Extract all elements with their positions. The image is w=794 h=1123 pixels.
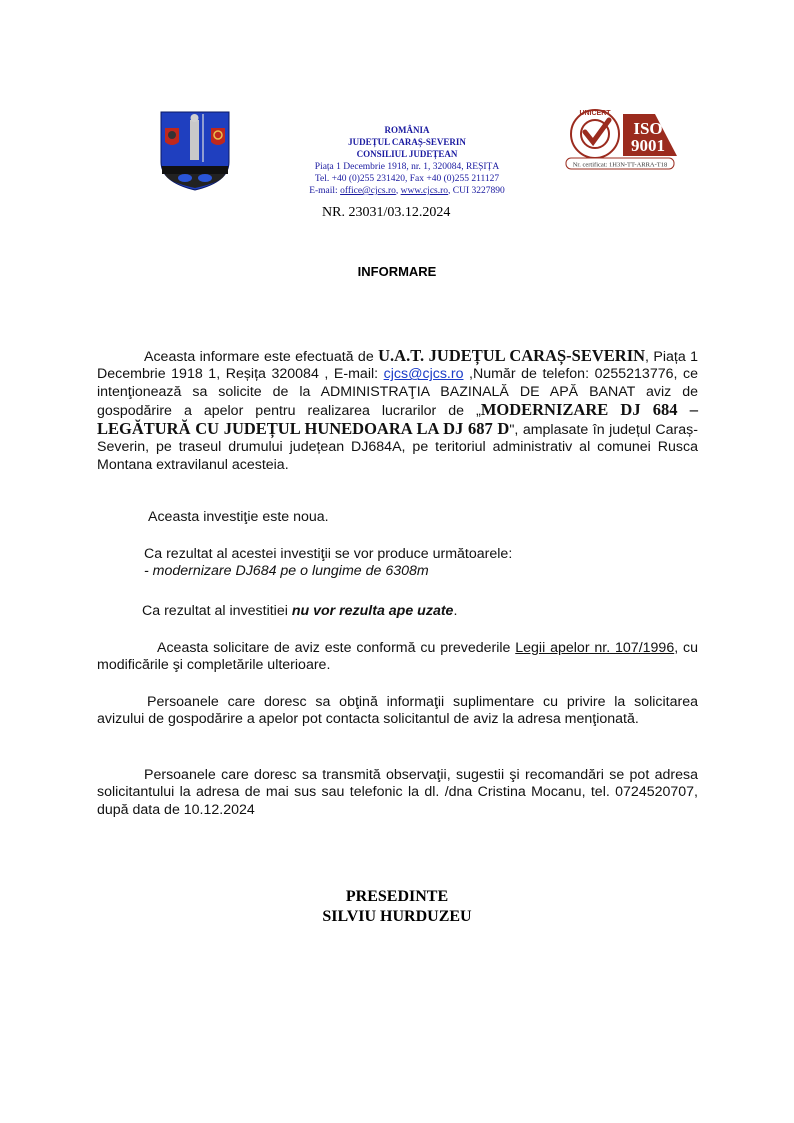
paragraph-observations-contact: Persoanele care doresc sa transmită observaţii, sugestii şi recomandări se pot adresa solicitantului la adresa de mai sus sau telefonic la dl. /dna Cristina Mocanu, tel. 0724520707, după data de 10.12.2024 [97,767,698,818]
header-phone-fax: Tel. +40 (0)255 231420, Fax +40 (0)255 211127 [314,173,500,184]
header-cui: , CUI 3227890 [448,186,505,197]
p1-text-1: Aceasta informare este efectuată de [144,349,379,365]
header-council: CONSILIUL JUDEȚEAN [356,149,458,160]
water-law-reference: Legii apelor nr. 107/1996 [515,640,675,656]
header-separator: , [395,186,401,197]
signatory-name: SILVIU HURDUZEU [322,908,472,925]
header-website-link[interactable]: www.cjcs.ro [400,186,449,197]
results-item: - modernizare DJ684 pe o lungime de 6308m [144,563,429,580]
iso-9001-certification-logo-icon [563,106,679,172]
p1-text-4: ", amplasate în județul Caraș- Severin, pe traseul drumului județean DJ684A, pe teritoriul administrativ al comunei Rusca Montana extravilanul acesteia. [97,422,698,473]
paragraph-investment-new: Aceasta investiţie este noua. [148,509,329,525]
county-coat-of-arms-icon [159,110,231,192]
header-address: Piața 1 Decembrie 1918, nr. 1, 320084, REȘIȚA [314,161,500,172]
header-email-link[interactable]: office@cjcs.ro [340,186,396,197]
project-name: MODERNIZARE DJ 684 – LEGĂTURĂ CU JUDEȚUL HUNEDOARA LA DJ 687 D [97,399,699,439]
iso-certificate-number: Nr. certificat: 1H3N-TT-ARRA-T18 [572,161,668,169]
p5-text-2: , cu modificările şi completările ulterioare. [97,640,699,674]
applicant-entity: U.A.T. JUDEȚUL CARAȘ-SEVERIN [378,346,646,365]
no-wastewater-emphasis: nu vor rezulta ape uzate [291,603,454,619]
header-contact-line [262,185,552,197]
paragraph-additional-info: Persoanele care doresc sa obţină informaţii suplimentare cu privire la solicitarea avizului de gospodărire a apelor pot contacta solicitantul de aviz la adresa menţionată. [97,694,698,728]
p5-text-1: Aceasta solicitare de aviz este conformă cu prevederile [157,640,516,656]
p4-text-1: Ca rezultat al investitiei [142,603,292,619]
paragraph-investment-results [144,546,745,581]
iso-label: ISO [633,119,663,138]
paragraph-wastewater [142,603,743,620]
applicant-email-link[interactable]: cjcs@cjcs.ro [383,366,464,383]
document-title: INFORMARE [357,264,437,279]
signatory-role: PRESEDINTE [345,888,449,905]
p1-text-3: ,Număr de telefon: 0255213776, ce intenţionează sa solicite de la ADMINISTRAŢIA BAZINALĂ DE APĂ BANAT aviz de gospodărire a apelor pentru realizarea lucrarilor de „ [97,366,698,419]
p1-text-2: , Piața 1 Decembrie 1918 1, Reșița 320084 , E-mail: [97,349,698,383]
registration-number: NR. 23031/03.12.2024 [322,205,451,220]
header-country: ROMÂNIA [384,125,430,135]
header-email-label: E-mail: [309,186,341,197]
institution-header [262,124,552,197]
iso-number: 9001 [631,136,665,155]
iso-brand: UNICERT [579,110,611,117]
paragraph-applicant-info [97,347,698,474]
paragraph-legal-conformity [97,640,698,675]
p4-text-2: . [453,603,458,619]
results-intro: Ca rezultat al acestei investiţii se vor produce următoarele: [144,546,513,562]
header-county: JUDEȚUL CARAȘ-SEVERIN [348,137,466,148]
